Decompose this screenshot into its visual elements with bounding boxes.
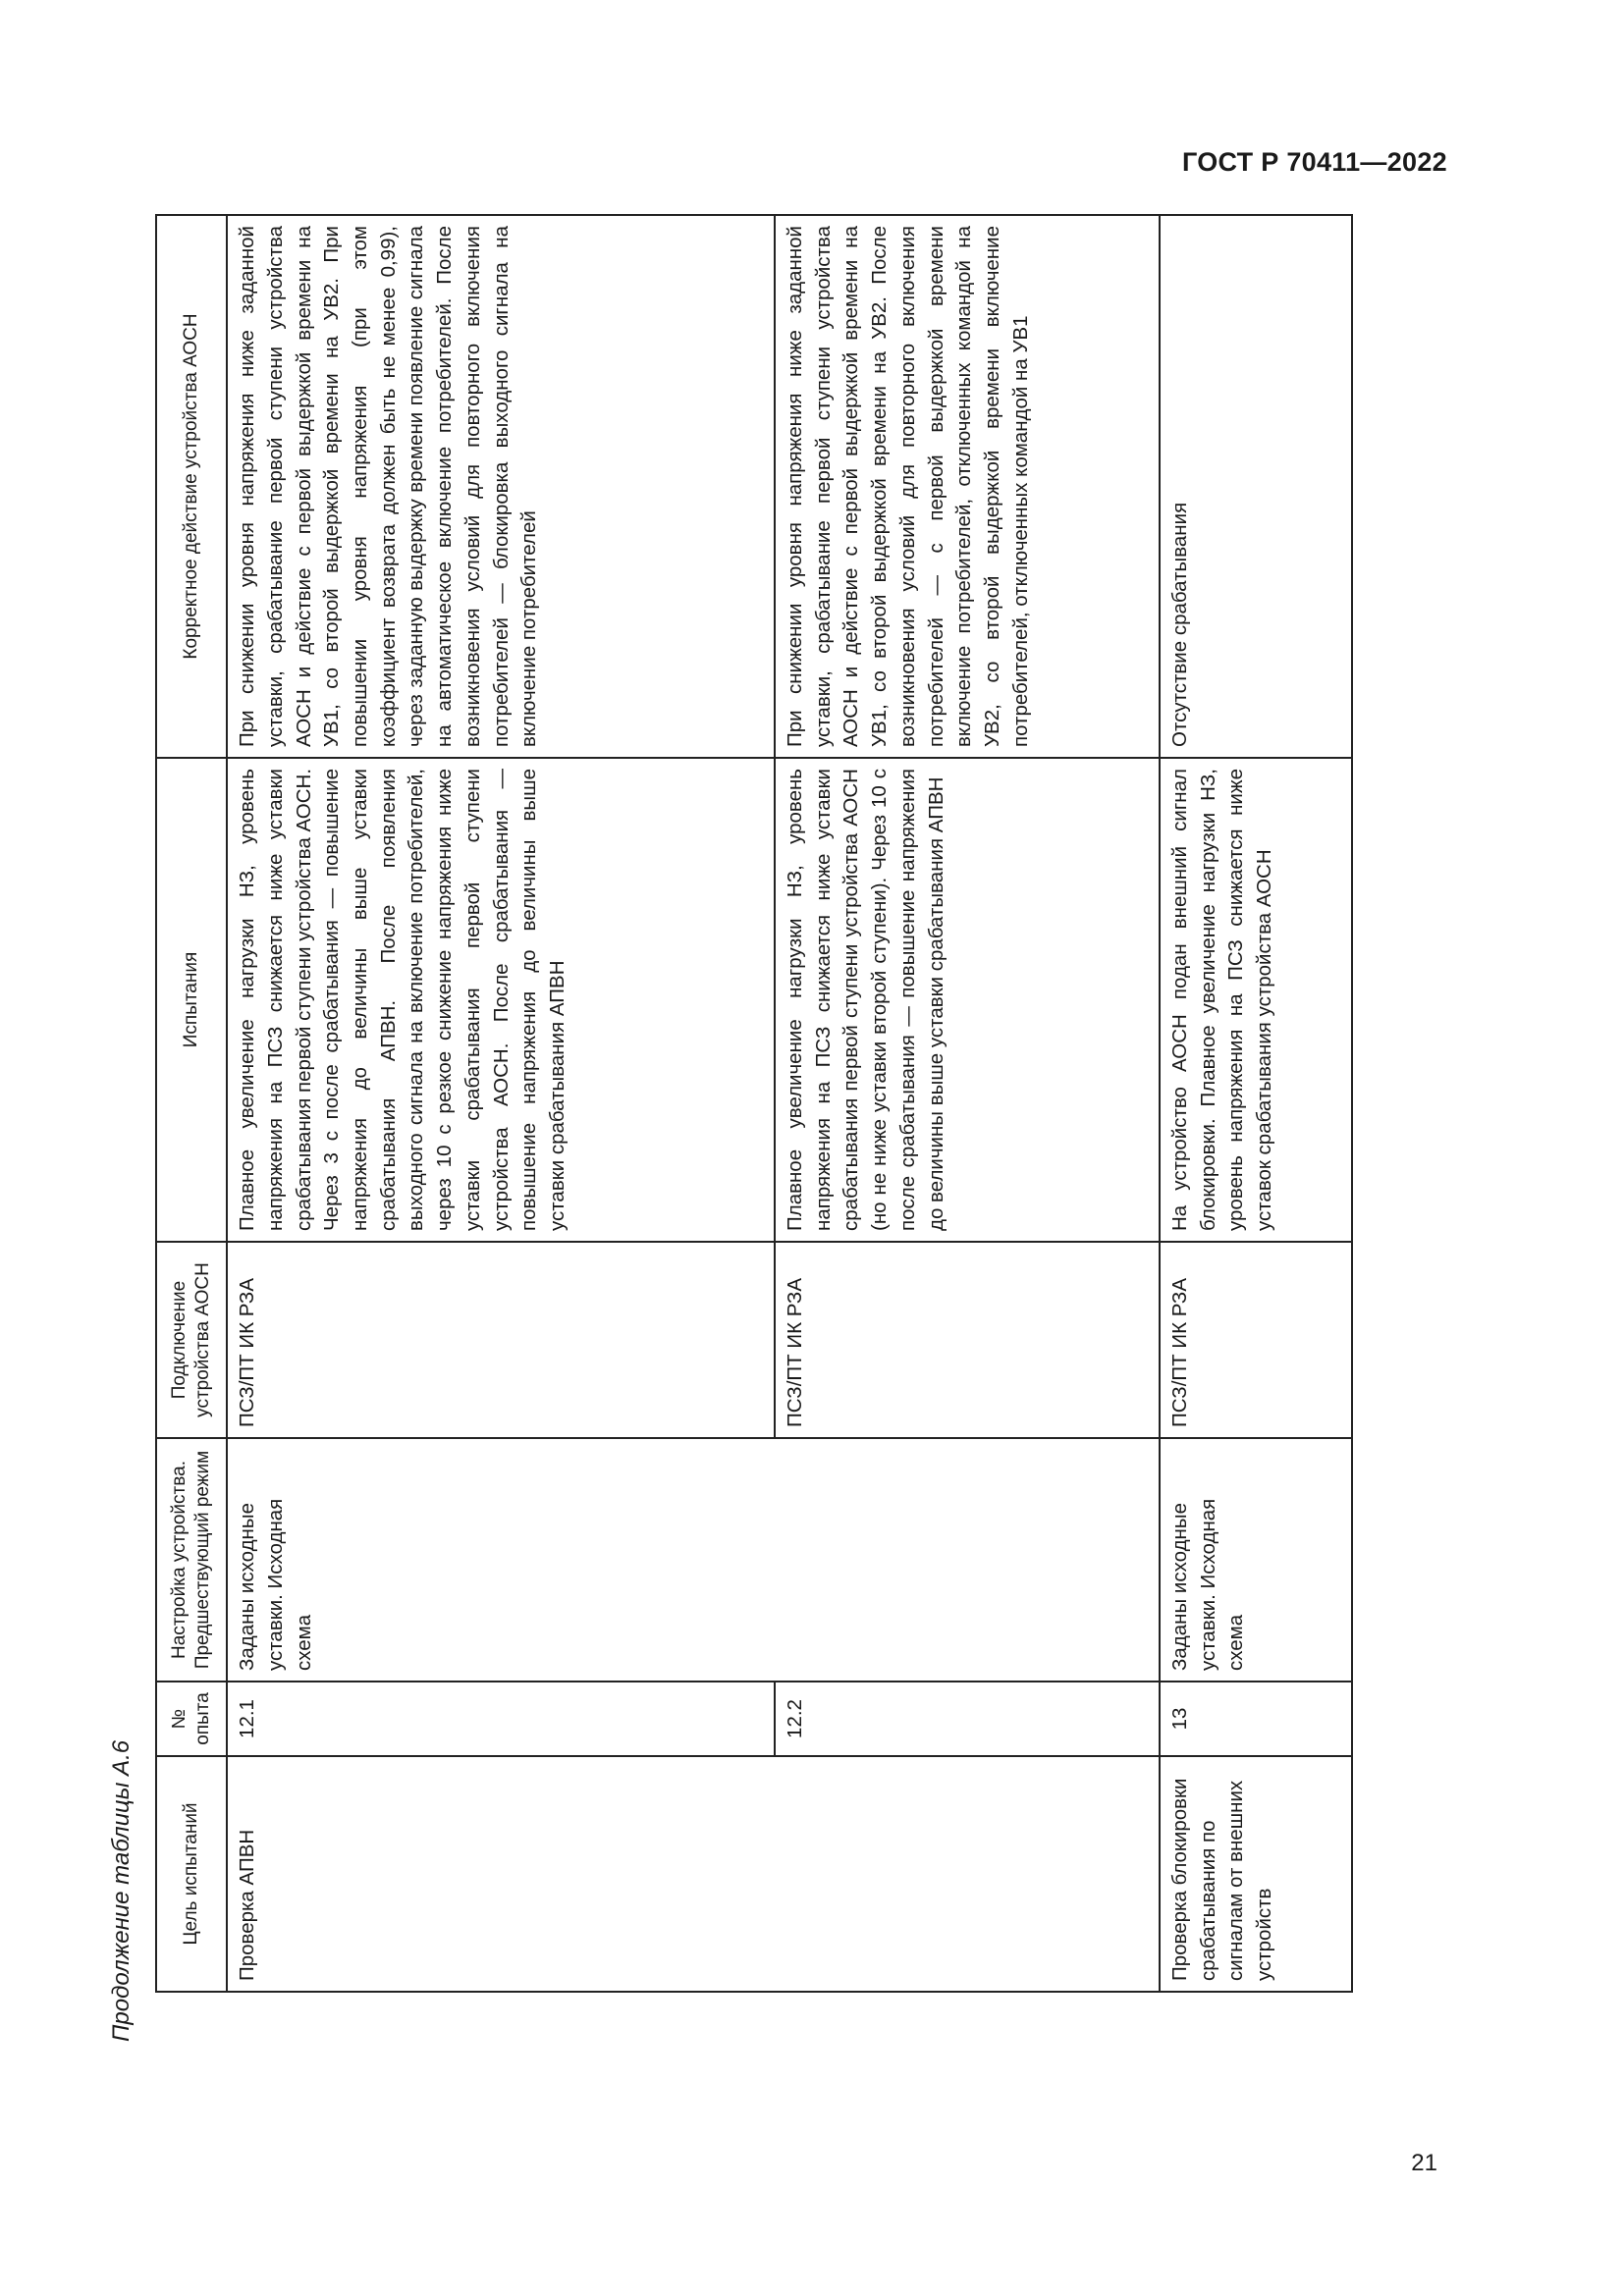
column-header-action: Корректное действие устройства АОСН [156, 215, 227, 758]
cell-action: При снижении уровня напряжения ниже заданной уставки, срабатывание первой ступени устройства АОСН и действие с первой выдержкой времени на УВ1, со второй выдержкой времени на УВ2. При повышении уровня напряжения (при этом коэффициент возврата должен быть не менее 0,99), через заданную выдержку времени появление сигнала на автоматическое включение потребителей. После возникновения условий для повторного включения потребителей — блокировка выходного сигнала на включение потребителей [227, 215, 775, 758]
test-table [155, 214, 1353, 1993]
cell-setup: Заданы исходные уставки. Исходная схема [1160, 1438, 1352, 1682]
cell-connection: ПСЗ/ПТ ИК РЗА [1160, 1242, 1352, 1438]
table-row [227, 215, 775, 1992]
column-header-connection: Подключение устройства АОСН [156, 1242, 227, 1438]
cell-test: Плавное увеличение нагрузки НЗ, уровень напряжения на ПСЗ снижается ниже уставки срабатывания первой ступени устройства АОСН (но не ниже уставки второй ступени). Через 10 с после срабатывания — повышение напряжения до величины выше уставки срабатывания АПВН [775, 758, 1160, 1242]
cell-test: Плавное увеличение нагрузки НЗ, уровень напряжения на ПСЗ снижается ниже уставки срабатывания первой ступени устройства АОСН. Через 3 с после срабатывания — повышение напряжения до величины выше уставки срабатывания АПВН. После появления выходного сигнала на включение потребителей, через 10 с резкое снижение напряжения ниже уставки срабатывания первой ступени устройства АОСН. После срабатывания — повышение напряжения до величины выше уставки срабатывания АПВН [227, 758, 775, 1242]
column-header-purpose: Цель испытаний [156, 1756, 227, 1992]
cell-connection: ПСЗ/ПТ ИК РЗА [227, 1242, 775, 1438]
cell-number: 12.2 [775, 1682, 1160, 1756]
cell-setup: Заданы исходные уставки. Исходная схема [227, 1438, 775, 1682]
cell-number: 12.1 [227, 1682, 775, 1756]
cell-test: На устройство АОСН подан внешний сигнал блокировки. Плавное увеличение нагрузки НЗ, уровень напряжения на ПСЗ снижается ниже уставок срабатывания устройства АОСН [1160, 758, 1352, 1242]
rotated-table-page [108, 216, 1353, 2042]
column-header-setup: Настройка устройства. Предшествующий режим [156, 1438, 227, 1682]
table-row [1160, 215, 1352, 1992]
cell-purpose [775, 1756, 1160, 1992]
column-header-number: № опыта [156, 1682, 227, 1756]
cell-number: 13 [1160, 1682, 1352, 1756]
cell-setup [775, 1438, 1160, 1682]
cell-action: При снижении уровня напряжения ниже заданной уставки, срабатывание первой ступени устройства АОСН и действие с первой выдержкой времени на УВ1, со второй выдержкой времени на УВ2. После возникновения условий для повторного включения потребителей — с первой выдержкой времени включение потребителей, отключенных командой на УВ2, со второй выдержкой времени включение потребителей, отключенных командой на УВ1 [775, 215, 1160, 758]
table-row [775, 215, 1160, 1992]
table-header-row [156, 215, 227, 1992]
page-number: 21 [1411, 2150, 1437, 2176]
table-continuation-label: Продолжение таблицы А.6 [108, 1739, 135, 2042]
cell-connection: ПСЗ/ПТ ИК РЗА [775, 1242, 1160, 1438]
cell-purpose: Проверка АПВН [227, 1756, 775, 1992]
column-header-test: Испытания [156, 758, 227, 1242]
standard-code: ГОСТ Р 70411—2022 [1181, 147, 1447, 177]
cell-action: Отсутствие срабатывания [1160, 215, 1352, 758]
cell-purpose: Проверка блокировки срабатывания по сигналам от внешних устройств [1160, 1756, 1352, 1992]
